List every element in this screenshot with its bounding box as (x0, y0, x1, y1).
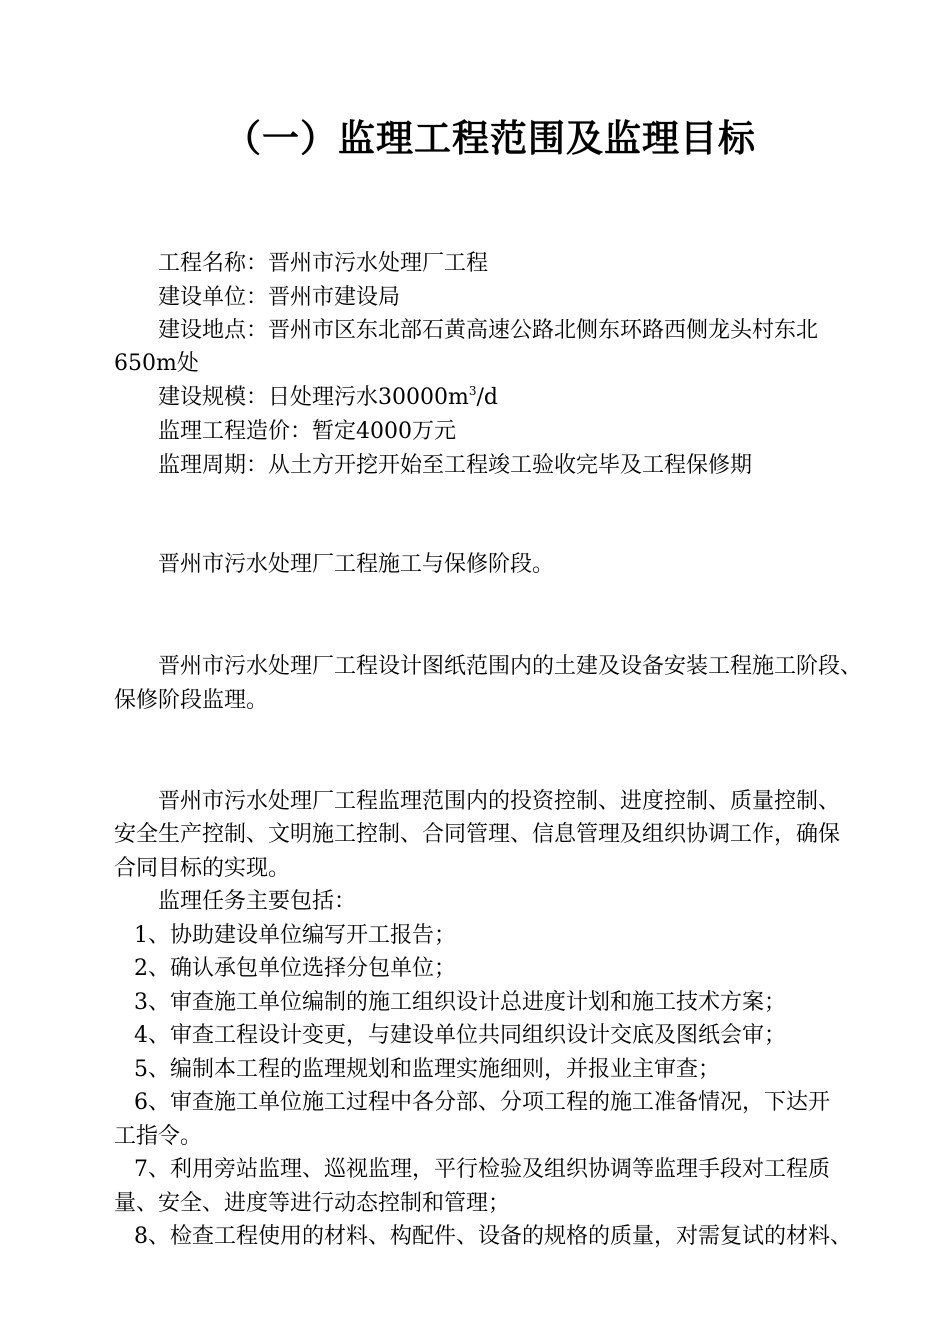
scale-prefix: 建设规模：日处理污水30000m (158, 385, 469, 410)
goal-line-1: 晋州市污水处理厂工程监理范围内的投资控制、进度控制、质量控制、 (158, 789, 841, 814)
stage-paragraph: 晋州市污水处理厂工程施工与保修阶段。 (158, 552, 555, 577)
scope-line-2: 保修阶段监理。 (114, 688, 269, 713)
project-name: 工程名称：晋州市污水处理厂工程 (158, 251, 489, 276)
task-item-7: 7、利用旁站监理、巡视监理，平行检验及组织协调等监理手段对工程质 (134, 1157, 830, 1182)
task-item-8: 8、检查工程使用的材料、构配件、设备的规格的质量，对需复试的材料、 (134, 1224, 852, 1249)
task-item-1: 1、协助建设单位编写开工报告； (134, 923, 456, 948)
project-cost: 监理工程造价：暂定4000万元 (158, 419, 456, 444)
scale-superscript: 3 (468, 384, 477, 398)
project-owner: 建设单位：晋州市建设局 (158, 285, 401, 310)
task-item-2: 2、确认承包单位选择分包单位； (134, 956, 456, 981)
task-item-7-cont: 量、安全、进度等进行动态控制和管理； (114, 1191, 511, 1216)
page-title: （一）监理工程范围及监理目标 (224, 117, 756, 160)
task-item-6: 6、审查施工单位施工过程中各分部、分项工程的施工准备情况，下达开 (134, 1090, 830, 1115)
project-scale (158, 383, 498, 413)
task-item-4: 4、审查工程设计变更，与建设单位共同组织设计交底及图纸会审； (134, 1023, 786, 1048)
tasks-heading: 监理任务主要包括： (158, 889, 357, 914)
task-item-6-cont: 工指令。 (114, 1124, 203, 1149)
scope-line-1: 晋州市污水处理厂工程设计图纸范围内的土建及设备安装工程施工阶段、 (158, 654, 863, 679)
scale-suffix: /d (476, 385, 498, 410)
project-location-cont: 650m处 (114, 351, 199, 376)
goal-line-2: 安全生产控制、文明施工控制、合同管理、信息管理及组织协调工作，确保 (114, 822, 841, 847)
task-item-5: 5、编制本工程的监理规划和监理实施细则，并报业主审查； (134, 1057, 720, 1082)
goal-line-3: 合同目标的实现。 (114, 856, 291, 881)
project-period: 监理周期：从土方开挖开始至工程竣工验收完毕及工程保修期 (158, 453, 753, 478)
task-item-3: 3、审查施工单位编制的施工组织设计总进度计划和施工技术方案； (134, 990, 786, 1015)
project-location: 建设地点：晋州市区东北部石黄高速公路北侧东环路西侧龙头村东北 (158, 318, 819, 343)
